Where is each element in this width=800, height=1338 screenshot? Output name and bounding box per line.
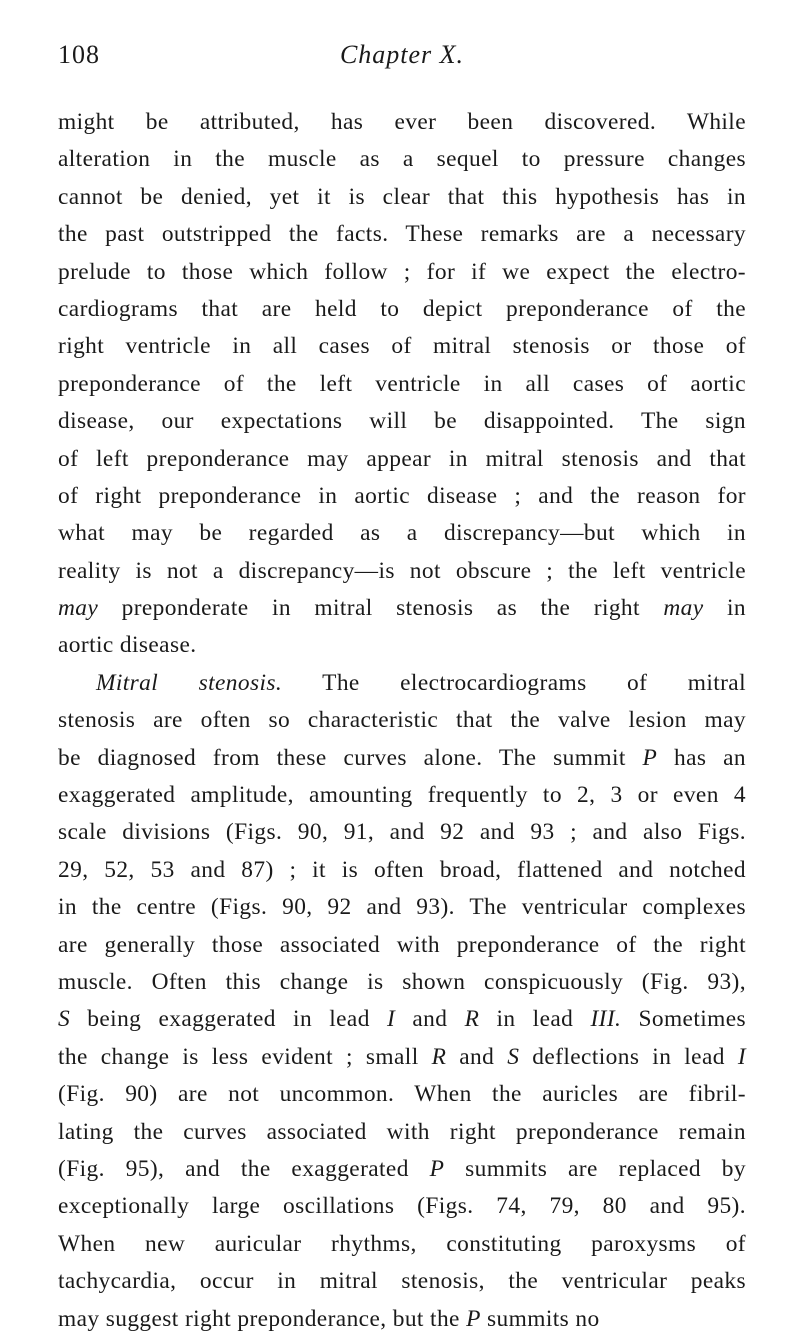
text-run: be diagnosed from these curves alone. The summit xyxy=(58,744,643,771)
text-line xyxy=(58,328,746,365)
text-line xyxy=(58,1226,746,1263)
text-line xyxy=(58,1263,746,1300)
italic-run: I xyxy=(737,1043,747,1070)
text-run: alteration in the muscle as a sequel to pressure changes xyxy=(58,146,746,173)
text-run: stenosis are often so characteristic that the valve lesion may xyxy=(58,707,746,734)
italic-run: R xyxy=(431,1043,447,1070)
text-run: in the centre (Figs. 90, 92 and 93). The ventricular complexes xyxy=(58,894,746,921)
text-run: what may be regarded as a discrepancy—but which in xyxy=(58,520,746,547)
text-line xyxy=(58,478,746,515)
italic-run: I xyxy=(387,1006,396,1033)
text-line xyxy=(58,1039,746,1076)
text-line xyxy=(58,665,746,702)
text-run: muscle. Often this change is shown conspicuously (Fig. 93), xyxy=(58,968,746,995)
text-line xyxy=(58,1114,746,1151)
italic-run: P xyxy=(642,744,658,771)
text-line xyxy=(58,590,746,627)
text-line xyxy=(58,964,746,1001)
text-line xyxy=(58,553,746,590)
text-line xyxy=(58,179,746,216)
italic-run: may xyxy=(58,595,99,622)
text-run: The electrocardiograms of mitral xyxy=(282,669,746,696)
text-run: the change is less evident ; small xyxy=(58,1043,432,1070)
text-line xyxy=(58,852,746,889)
text-run: preponderate in mitral stenosis as the right xyxy=(98,595,664,622)
text-run: has an xyxy=(657,744,746,771)
text-line xyxy=(58,254,746,291)
text-line xyxy=(58,702,746,739)
text-line xyxy=(58,441,746,478)
text-run: summits no xyxy=(480,1305,600,1332)
text-run: scale divisions (Figs. 90, 91, and 92 and 93 ; and also Figs. xyxy=(58,819,746,846)
text-run: (Fig. 95), and the exaggerated xyxy=(58,1155,430,1182)
text-line xyxy=(58,141,746,178)
text-line xyxy=(58,366,746,403)
italic-run: P xyxy=(429,1155,445,1182)
italic-run: may xyxy=(663,595,704,622)
text-run: aortic disease. xyxy=(58,632,197,659)
text-line xyxy=(58,216,746,253)
text-run: of right preponderance in aortic disease ; and the reason for xyxy=(58,482,746,509)
text-run: exceptionally large oscillations (Figs. 74, 79, 80 and 95). xyxy=(58,1193,746,1220)
text-line xyxy=(58,291,746,328)
text-run: tachycardia, occur in mitral stenosis, the ventricular peaks xyxy=(58,1268,746,1295)
text-run: deflections in lead xyxy=(519,1043,738,1070)
italic-run: III. xyxy=(590,1006,622,1033)
text-run: lating the curves associated with right preponderance remain xyxy=(58,1118,746,1145)
italic-run: Mitral stenosis. xyxy=(96,669,283,696)
text-run: 29, 52, 53 and 87) ; it is often broad, flattened and notched xyxy=(58,856,746,883)
text-run: (Fig. 90) are not uncommon. When the auricles are fibril- xyxy=(58,1081,746,1108)
text-run: may suggest right preponderance, but the xyxy=(58,1305,467,1332)
text-line xyxy=(58,515,746,552)
text-line xyxy=(58,740,746,777)
italic-run: S xyxy=(507,1043,520,1070)
text-run: disease, our expectations will be disappointed. The sign xyxy=(58,408,746,435)
text-line xyxy=(58,1001,746,1038)
text-line xyxy=(58,104,746,141)
text-run: When new auricular rhythms, constituting paroxysms of xyxy=(58,1230,746,1257)
text-run: Sometimes xyxy=(621,1006,747,1033)
text-line xyxy=(58,1301,746,1338)
text-line xyxy=(58,1076,746,1113)
text-line xyxy=(58,927,746,964)
text-run: the past outstripped the facts. These remarks are a necessary xyxy=(58,221,746,248)
text-run: reality is not a discrepancy—is not obscure ; the left ventricle xyxy=(58,557,746,584)
text-run: prelude to those which follow ; for if we expect the electro- xyxy=(58,258,746,285)
text-run: right ventricle in all cases of mitral stenosis or those of xyxy=(58,333,746,360)
text-run: of left preponderance may appear in mitral stenosis and that xyxy=(58,445,746,472)
text-run: preponderance of the left ventricle in all cases of aortic xyxy=(58,370,746,397)
text-run: in lead xyxy=(479,1006,591,1033)
text-run: exaggerated amplitude, amounting frequently to 2, 3 or even 4 xyxy=(58,782,746,809)
text-run: and xyxy=(446,1043,508,1070)
running-title: Chapter X. xyxy=(339,40,465,69)
text-run: being exaggerated in lead xyxy=(70,1006,387,1033)
text-line xyxy=(58,403,746,440)
text-line xyxy=(58,814,746,851)
italic-run: P xyxy=(466,1305,481,1332)
italic-run: S xyxy=(58,1006,71,1033)
text-run: and xyxy=(395,1006,465,1033)
text-run: in xyxy=(703,595,746,622)
text-run: cardiograms that are held to depict preponderance of the xyxy=(58,295,746,322)
body-text xyxy=(58,104,746,1338)
text-line xyxy=(58,889,746,926)
page-header xyxy=(58,40,746,80)
text-line xyxy=(58,627,746,664)
text-line xyxy=(58,1188,746,1225)
page-number: 108 xyxy=(58,40,100,69)
italic-run: R xyxy=(464,1006,480,1033)
text-run: summits are replaced by xyxy=(444,1155,746,1182)
text-run: cannot be denied, yet it is clear that this hypothesis has in xyxy=(58,183,746,210)
text-run: are generally those associated with preponderance of the right xyxy=(58,931,746,958)
text-line xyxy=(58,1151,746,1188)
text-line xyxy=(58,777,746,814)
text-run: might be attributed, has ever been discovered. While xyxy=(58,109,746,135)
